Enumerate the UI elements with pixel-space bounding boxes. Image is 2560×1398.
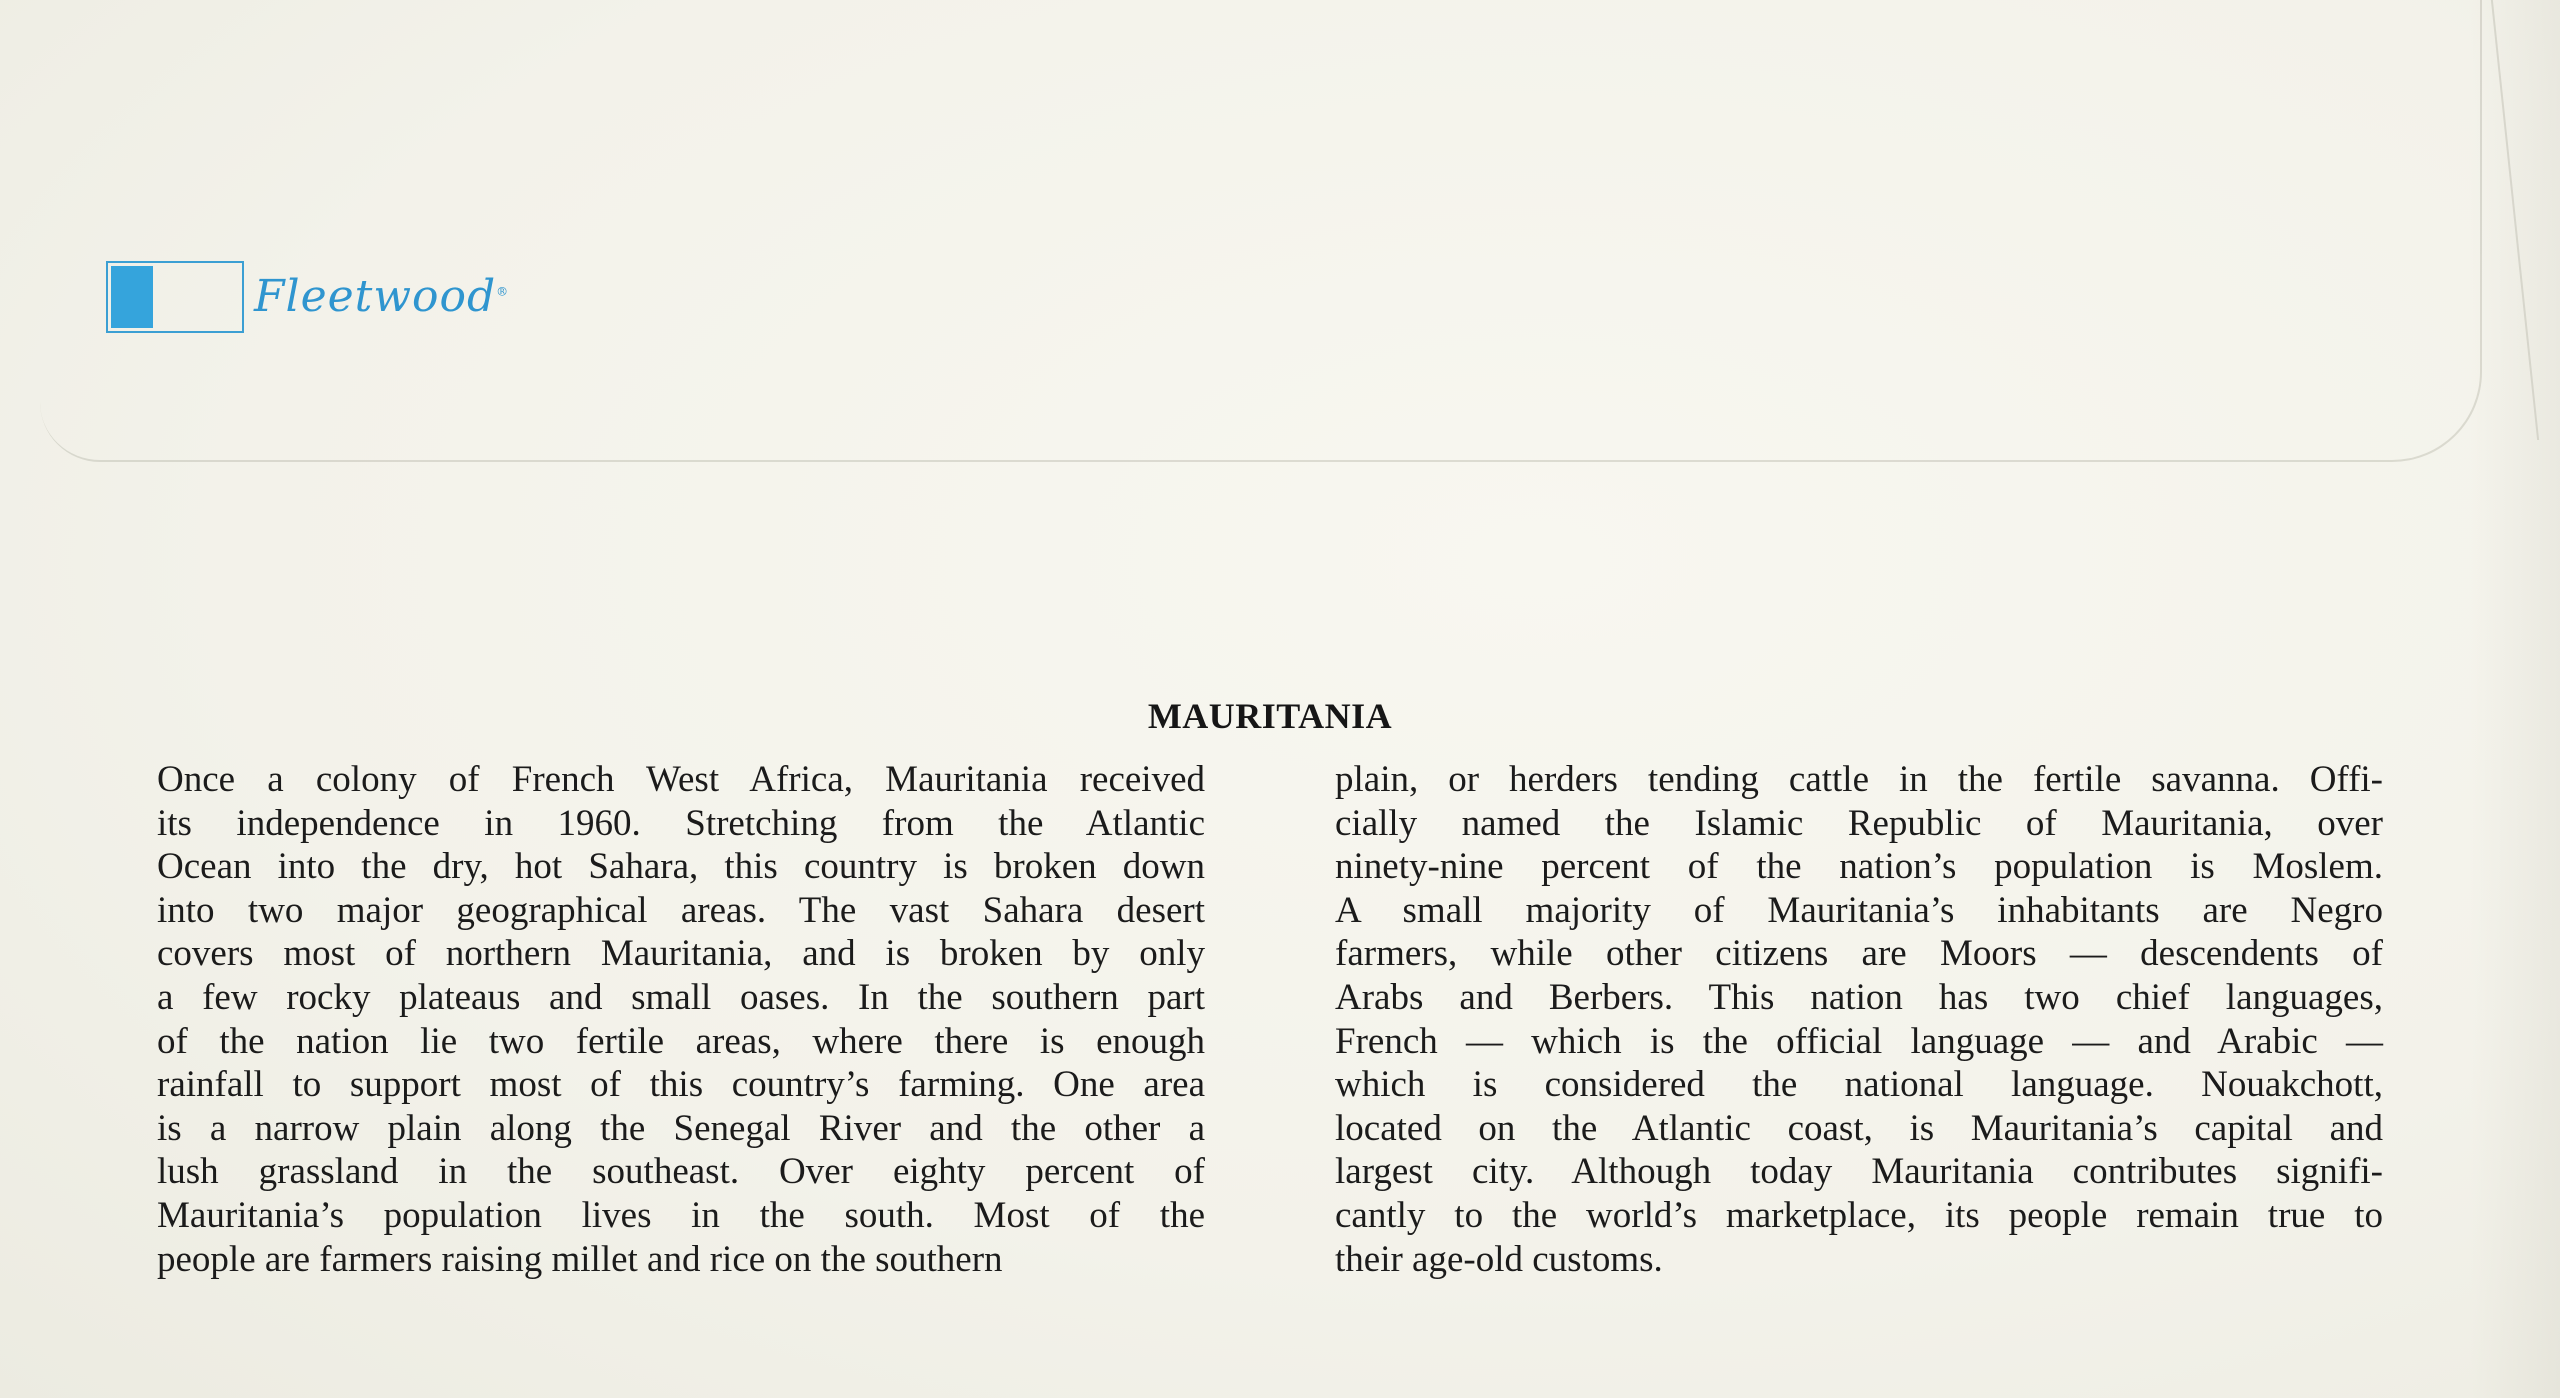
text-line: Ocean into the dry, hot Sahara, this country is broken down (157, 846, 1205, 888)
logo-box-fill (111, 266, 153, 328)
text-line: rainfall to support most of this country’s farming. One area (157, 1064, 1205, 1106)
page-title: MAURITANIA (1147, 696, 1393, 736)
text-line: their age-old customs. (1335, 1238, 1663, 1280)
registered-mark: ® (496, 284, 510, 299)
envelope-side-fold (2491, 0, 2539, 440)
text-line: French — which is the official language — and Arabic — (1335, 1020, 2383, 1062)
fleetwood-logo (106, 261, 509, 333)
text-line: Arabs and Berbers. This nation has two chief languages, (1335, 976, 2383, 1018)
text-line: ninety-nine percent of the nation’s population is Moslem. (1335, 846, 2383, 888)
text-line: largest city. Although today Mauritania contributes signifi- (1335, 1151, 2383, 1193)
text-line: lush grassland in the southeast. Over eighty percent of (157, 1151, 1205, 1193)
logo-wordmark (254, 271, 510, 322)
text-line: of the nation lie two fertile areas, where there is enough (157, 1020, 1205, 1062)
text-line: people are farmers raising millet and rice on the southern (157, 1238, 1003, 1280)
logo-brand-text: Fleetwood (254, 271, 497, 322)
text-line: cantly to the world’s marketplace, its people remain true to (1335, 1194, 2383, 1236)
text-line: Once a colony of French West Africa, Mauritania received (157, 759, 1205, 800)
right-text-column (1335, 758, 2383, 1281)
text-line: plain, or herders tending cattle in the fertile savanna. Offi- (1335, 759, 2383, 800)
text-line: farmers, while other citizens are Moors — descendents of (1335, 933, 2383, 975)
text-line: cially named the Islamic Republic of Mauritania, over (1335, 802, 2383, 844)
text-line: Mauritania’s population lives in the south. Most of the (157, 1194, 1205, 1236)
text-line: which is considered the national language. Nouakchott, (1335, 1064, 2383, 1106)
text-line: a few rocky plateaus and small oases. In the southern part (157, 976, 1205, 1018)
text-line: is a narrow plain along the Senegal River and the other a (157, 1107, 1205, 1149)
envelope-flap-edge (40, 0, 2482, 462)
text-line: into two major geographical areas. The vast Sahara desert (157, 889, 1205, 931)
text-line: its independence in 1960. Stretching from the Atlantic (157, 802, 1205, 844)
text-line: covers most of northern Mauritania, and is broken by only (157, 933, 1205, 975)
left-text-column (157, 758, 1205, 1281)
text-line: A small majority of Mauritania’s inhabitants are Negro (1335, 889, 2383, 931)
text-line: located on the Atlantic coast, is Mauritania’s capital and (1335, 1107, 2383, 1149)
logo-box-icon (106, 261, 244, 333)
